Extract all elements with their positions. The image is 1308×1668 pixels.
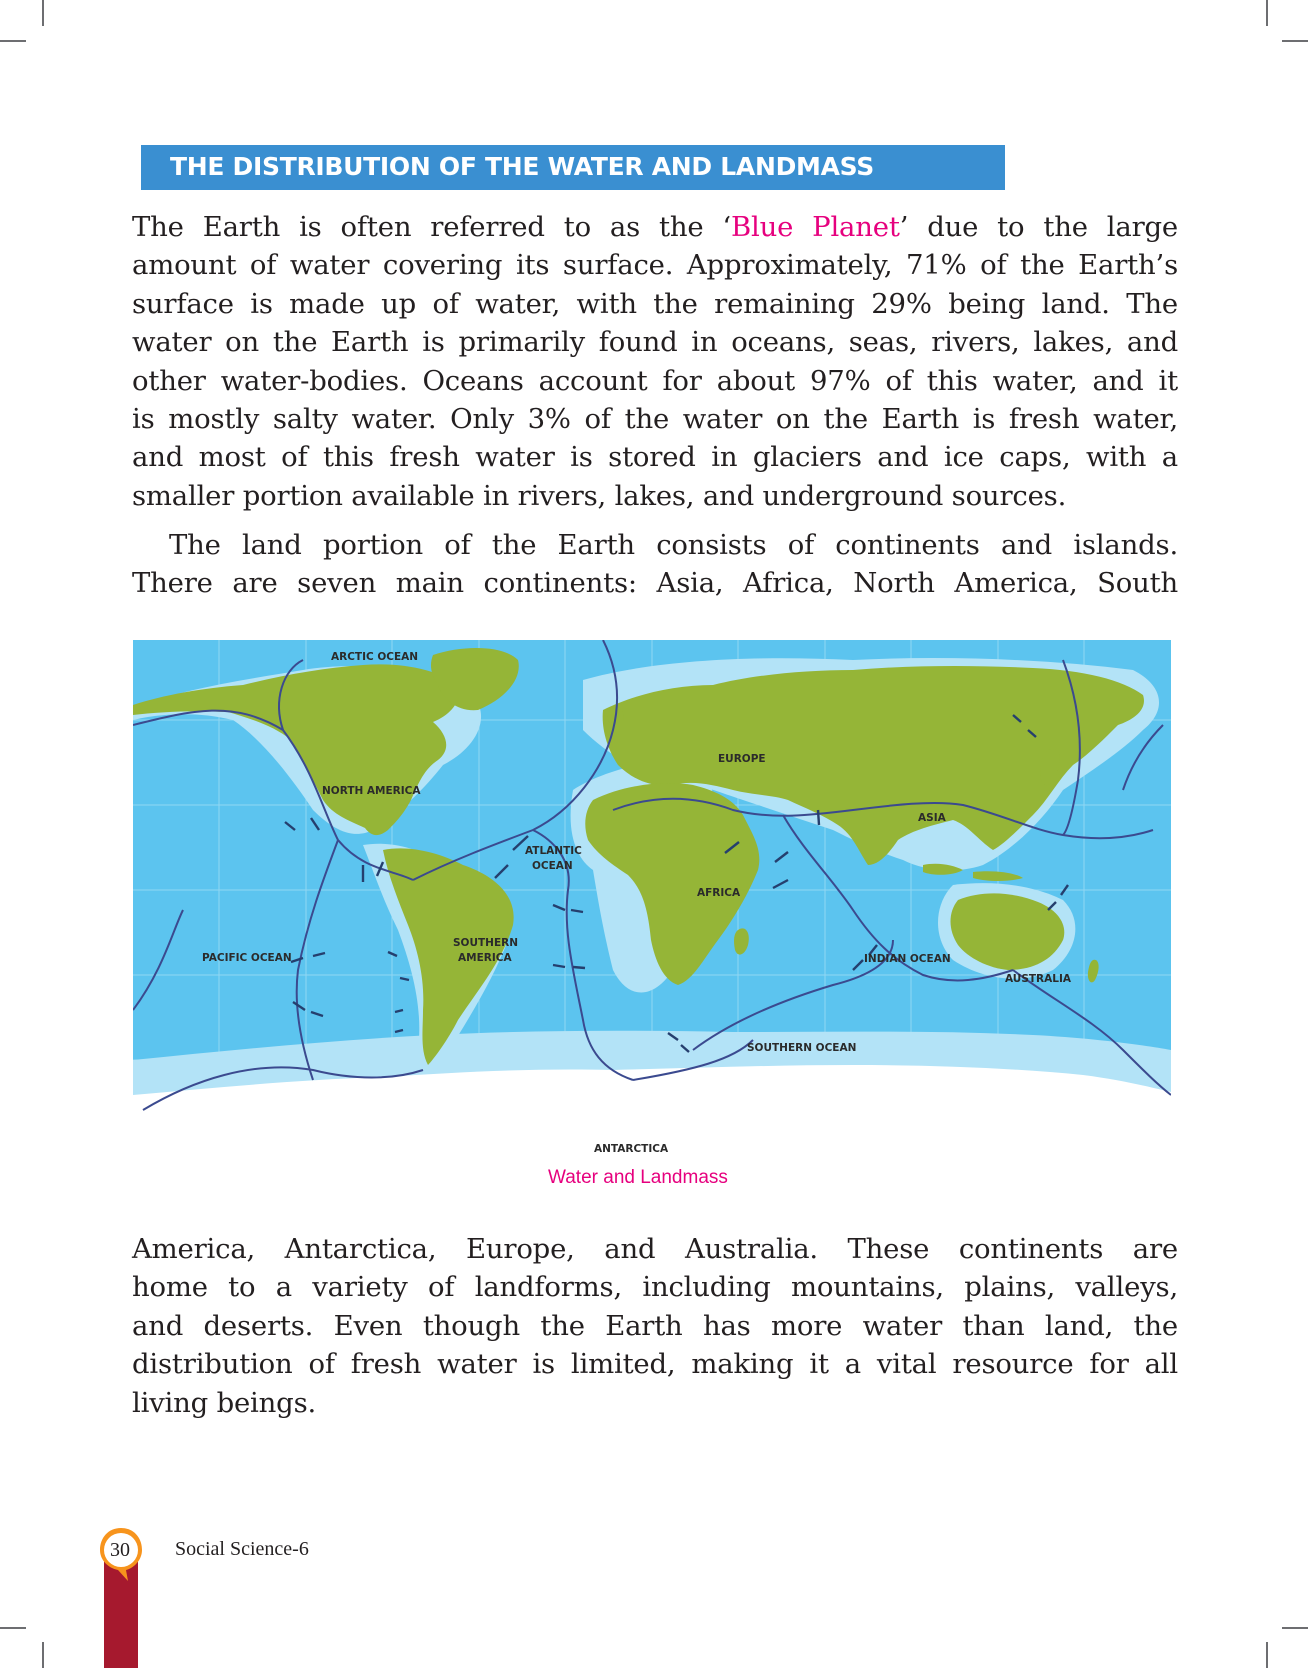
paragraph-1 xyxy=(132,208,1178,515)
label-asia: ASIA xyxy=(918,812,946,824)
label-atlantic-ocean: OCEAN xyxy=(532,860,573,872)
label-atlantic-ocean: ATLANTIC xyxy=(525,845,582,857)
label-africa: AFRICA xyxy=(697,887,741,899)
label-europe: EUROPE xyxy=(718,753,766,765)
section-heading: THE DISTRIBUTION OF THE WATER AND LANDMASS xyxy=(170,152,874,181)
paragraph-line: home to a variety of landforms, including mountains, plains, valleys, xyxy=(132,1271,1178,1304)
paragraph-line: amount of water covering its surface. Approximately, 71% of the Earth’s xyxy=(132,249,1178,282)
paragraph-line: and most of this fresh water is stored in glaciers and ice caps, with a xyxy=(132,441,1178,474)
crop-mark xyxy=(0,40,26,42)
paragraph-line: water on the Earth is primarily found in oceans, seas, rivers, lakes, and xyxy=(132,326,1178,359)
crop-mark xyxy=(1266,0,1268,26)
paragraph-line: surface is made up of water, with the remaining 29% being land. The xyxy=(132,287,1178,320)
paragraph-line: living beings. xyxy=(132,1386,317,1419)
paragraph-2 xyxy=(132,526,1178,603)
crop-mark xyxy=(42,1642,44,1668)
crop-mark xyxy=(1266,1642,1268,1668)
label-southern-america: AMERICA xyxy=(458,952,512,964)
paragraph-line: The Earth is often referred to as the ‘Blue Planet’ due to the large xyxy=(132,211,1179,243)
paragraph-3 xyxy=(132,1230,1178,1422)
label-north-america: NORTH AMERICA xyxy=(322,785,421,797)
antarctica-label-below: ANTARCTICA xyxy=(594,1143,669,1155)
blue-planet-highlight: Blue Planet xyxy=(730,211,900,243)
world-map xyxy=(133,640,1171,1140)
crop-mark xyxy=(1282,40,1308,42)
label-indian-ocean: INDIAN OCEAN xyxy=(864,953,951,965)
label-australia: AUSTRALIA xyxy=(1005,973,1071,985)
paragraph-line: America, Antarctica, Europe, and Australia. These continents are xyxy=(132,1233,1178,1265)
paragraph-line: distribution of fresh water is limited, making it a vital resource for all xyxy=(132,1348,1178,1381)
paragraph-line: There are seven main continents: Asia, Africa, North America, South xyxy=(132,567,1178,600)
label-arctic-ocean: ARCTIC OCEAN xyxy=(331,651,419,663)
crop-mark xyxy=(42,0,44,26)
book-title: Social Science-6 xyxy=(175,1538,309,1560)
page-number: 30 xyxy=(110,1539,130,1561)
crop-mark xyxy=(1282,1627,1308,1629)
figure-caption: Water and Landmass xyxy=(548,1167,728,1188)
label-southern-america: SOUTHERN xyxy=(453,937,519,949)
label-southern-ocean: SOUTHERN OCEAN xyxy=(747,1042,857,1054)
paragraph-line: smaller portion available in rivers, lakes, and underground sources. xyxy=(132,479,1067,512)
paragraph-line: is mostly salty water. Only 3% of the water on the Earth is fresh water, xyxy=(132,403,1178,436)
paragraph-line: other water-bodies. Oceans account for about 97% of this water, and it xyxy=(132,364,1178,397)
label-pacific-ocean: PACIFIC OCEAN xyxy=(202,952,292,964)
paragraph-line: The land portion of the Earth consists of continents and islands. xyxy=(169,529,1178,561)
crop-mark xyxy=(0,1627,26,1629)
paragraph-line: and deserts. Even though the Earth has more water than land, the xyxy=(132,1309,1178,1342)
